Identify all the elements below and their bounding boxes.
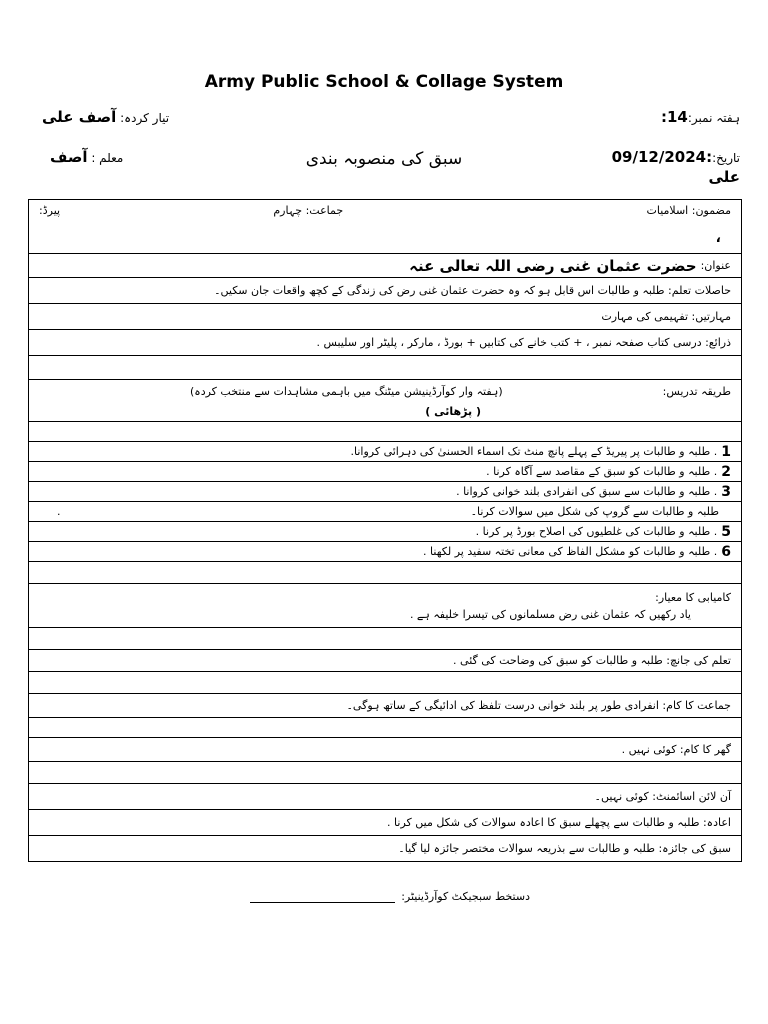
- date-value: 09/12/2024:: [611, 148, 713, 166]
- online-row: آن لائن اسائمنٹ: کوئی نہیں۔: [29, 784, 741, 810]
- classwork-row: جماعت کا کام: انفرادی طور پر بلند خوانی درست تلفظ کی ادائیگی کے ساتھ ہوگی۔: [29, 694, 741, 718]
- blank-row: [29, 422, 741, 442]
- step-text: . طلبہ و طالبات کو سبق کے مقاصد سے آگاہ کرنا .: [486, 465, 718, 478]
- assessment-row: تعلم کی جانچ: طلبہ و طالبات کو سبق کی وضاحت کی گئی .: [29, 650, 741, 672]
- skills-row: مہارتیں: تفہیمی کی مہارت: [29, 304, 741, 330]
- blank-row: [29, 356, 741, 380]
- week-value: 14:: [660, 108, 688, 126]
- topic-label: عنوان:: [700, 259, 731, 272]
- step-row-1: [29, 442, 741, 462]
- step-number: 1: [721, 443, 731, 460]
- step-row-6: [29, 542, 741, 562]
- week-number: [661, 108, 740, 126]
- success-row: [29, 584, 741, 628]
- prepared-value: آصف علی: [42, 108, 117, 126]
- step-row-2: [29, 462, 741, 482]
- success-label: کامیابی کا معیار:: [655, 590, 731, 604]
- step-number: 3: [721, 483, 731, 500]
- step-text: . طلبہ و طالبات سے سبق کی انفرادی بلند خوانی کروانا .: [456, 485, 718, 498]
- reading-row: [29, 402, 741, 422]
- step-dot: .: [57, 505, 61, 518]
- review-row: سبق کی جائزہ: طلبہ و طالبات سے بذریعہ سوالات مختصر جائزہ لیا گیا۔: [29, 836, 741, 862]
- resources-row: ذرائع: درسی کتاب صفحہ نمبر ، + کتب خانے کی کتابیں + بورڈ ، مارکر ، پلیٹر اور سلیبس .: [29, 330, 741, 356]
- date-suffix: [708, 168, 740, 186]
- week-label: ہفتہ نمبر:: [687, 111, 740, 125]
- date-suffix-text: علی: [708, 168, 740, 186]
- step-row-5: [29, 522, 741, 542]
- step-number: 2: [721, 463, 731, 480]
- signature-line: [250, 892, 395, 903]
- step-number: 6: [721, 543, 731, 560]
- date-label: تاریخ:: [712, 151, 740, 165]
- school-title: Army Public School & Collage System: [204, 72, 564, 92]
- lesson-plan-table: [28, 199, 742, 862]
- step-number: 5: [721, 523, 731, 540]
- comma-mark: ،: [715, 230, 721, 246]
- step-text: طلبہ و طالبات سے گروپ کی شکل میں سوالات کرنا۔: [470, 505, 719, 518]
- repetition-row: اعادہ: طلبہ و طالبات سے پچھلے سبق کا اعادہ سوالات کی شکل میں کرنا .: [29, 810, 741, 836]
- success-value: یاد رکھیں کہ عثمان غنی رض مسلمانوں کی تیسرا خلیفہ ہے .: [409, 607, 691, 621]
- subject-cell: مضمون: اسلامیات: [646, 204, 731, 217]
- step-text: . طلبہ و طالبات کی غلطیوں کی اصلاح بورڈ پر کرنا .: [475, 525, 718, 538]
- method-label: طریقہ تدریس:: [662, 384, 731, 398]
- period-cell: پیرڈ:: [39, 204, 61, 217]
- method-value: (ہفتہ وار کوآرڈینیشن میٹنگ میں باہمی مشاہدات سے منتخب کردہ): [189, 384, 503, 398]
- step-text: . طلبہ و طالبات کو مشکل الفاظ کی معانی تختہ سفید پر لکھنا .: [423, 545, 718, 558]
- step-row-4: [29, 502, 741, 522]
- prepared-label: تیار کردہ:: [120, 111, 170, 125]
- teacher-value: آصف: [50, 148, 88, 166]
- reading-label: ( پڑھائی ): [425, 405, 481, 418]
- topic-row: [29, 254, 741, 278]
- method-row: [29, 380, 741, 402]
- blank-row: [29, 762, 741, 784]
- coordinator-signature: [240, 890, 530, 903]
- lesson-plan-title: سبق کی منصوبہ بندی: [305, 149, 463, 169]
- teacher-label: معلم :: [91, 151, 124, 165]
- step-text: . طلبہ و طالبات پر پیریڈ کے پہلے پانچ منٹ تک اسماء الحسنیٰ کی دہرائی کروانا.: [350, 445, 718, 458]
- homework-row: گھر کا کام: کوئی نہیں .: [29, 738, 741, 762]
- blank-row: [29, 718, 741, 738]
- signature-label: دستخط سبجیکٹ کوآرڈینیٹر:: [401, 890, 530, 903]
- objectives-row: حاصلات تعلم: طلبہ و طالبات اس قابل ہو کہ وہ حضرت عثمان غنی رض کی زندگی کے کچھ واقعات جان سکیں۔: [29, 278, 741, 304]
- subject-row: [29, 200, 741, 254]
- blank-row: [29, 672, 741, 694]
- prepared-by: [42, 108, 169, 126]
- blank-row: [29, 562, 741, 584]
- step-row-3: [29, 482, 741, 502]
- blank-row: [29, 628, 741, 650]
- topic-value: حضرت عثمان غنی رضی اللہ تعالی عنہ: [409, 256, 697, 275]
- teacher: [50, 148, 123, 166]
- grade-cell: جماعت: چہارم: [273, 204, 344, 217]
